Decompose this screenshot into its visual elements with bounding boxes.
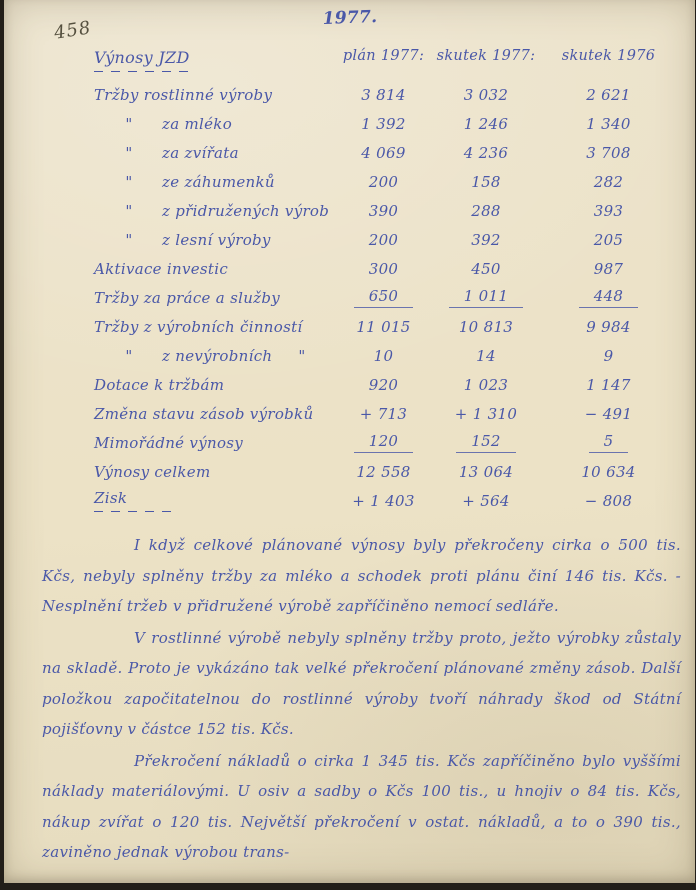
cell-skutek-1976: 987 [593, 259, 624, 278]
cell-skutek-1977: 1 246 [463, 114, 509, 133]
row-label: " za mléko [125, 114, 233, 133]
table-row [4, 312, 695, 341]
cell-plan-1977: 120 [336, 432, 431, 453]
cell-skutek-1977: 1 023 [463, 375, 509, 394]
table-row [4, 486, 695, 515]
cell-skutek-1976: 9 984 [586, 317, 631, 336]
table-row [4, 341, 695, 370]
commentary-section [4, 530, 695, 869]
cell-skutek-1976: 205 [593, 230, 624, 249]
page-number: 458 [52, 17, 93, 44]
table-row [4, 399, 695, 428]
cell-skutek-1977: 3 032 [463, 85, 509, 104]
row-label: Zisk [56, 489, 336, 512]
cell-plan-1977: 650 [336, 287, 431, 308]
cell-plan-1977: 1 392 [361, 114, 406, 133]
cell-plan-1977: 200 [368, 172, 399, 191]
table-header-row [4, 44, 695, 80]
paragraph-2: V rostlinné výrobě nebyly splněny tržby proto, ježto výrobky zůstaly na skladě. Proto je vykázáno tak velké překročení plánované změny zásob. Další položkou započitatelnou do rostlinné výroby tvoří náhrady škod od Státní pojišťovny v částce 152 tis. Kčs. [42, 628, 681, 738]
cell-plan-1977: + 713 [359, 404, 408, 423]
cell-skutek-1977: 288 [471, 201, 501, 220]
column-header-skutek-1977: skutek 1977: [436, 48, 536, 64]
row-label: Aktivace investic [94, 259, 229, 278]
cell-skutek-1976: 282 [593, 172, 624, 191]
row-label: Tržby za práce a služby [94, 288, 281, 307]
cell-skutek-1977: 1 011 [431, 287, 541, 308]
cell-plan-1977: 11 015 [356, 317, 411, 336]
table-row [4, 80, 695, 109]
table-row [4, 370, 695, 399]
cell-skutek-1977: 13 064 [458, 462, 514, 481]
cell-plan-1977: 200 [368, 230, 399, 249]
row-label: Dotace k tržbám [94, 375, 225, 394]
row-label: Změna stavu zásob výrobků [94, 404, 314, 423]
cell-plan-1977: + 1 403 [352, 491, 415, 510]
cell-skutek-1977: 152 [431, 432, 541, 453]
row-label: " z lesní výroby [125, 230, 271, 249]
cell-plan-1977: 920 [368, 375, 399, 394]
cell-skutek-1976: 5 [541, 432, 676, 453]
row-label: Tržby z výrobních činností [94, 317, 303, 336]
row-label: " z nevýrobních " [125, 346, 306, 365]
cell-plan-1977: 3 814 [361, 85, 406, 104]
table-row [4, 283, 695, 312]
table-row [4, 138, 695, 167]
cell-plan-1977: 12 558 [356, 462, 411, 481]
cell-skutek-1977: + 1 310 [454, 404, 518, 423]
table-title: Výnosy JZD [56, 48, 336, 72]
table-row [4, 428, 695, 457]
paragraph-3: Překročení nákladů o cirka 1 345 tis. Kčs zapříčiněno bylo vyššími náklady materiálovými. U osiv a sadby o Kčs 100 tis., u hnojiv o 84 tis. Kčs, nákup zvířat o 120 tis. Největší překročení v ostat. nákladů, a to o 390 tis., zaviněno jednak výrobou trans- [42, 751, 681, 861]
cell-plan-1977: 390 [368, 201, 399, 220]
table-row [4, 457, 695, 486]
row-label: " ze záhumenků [125, 172, 275, 191]
table-row [4, 254, 695, 283]
cell-skutek-1976: 3 708 [586, 143, 631, 162]
row-label: Výnosy celkem [94, 462, 211, 481]
table-row [4, 196, 695, 225]
cell-plan-1977: 4 069 [361, 143, 406, 162]
cell-skutek-1976: 10 634 [581, 462, 636, 481]
column-header-skutek-1976: skutek 1976 [561, 48, 656, 64]
revenue-table [4, 44, 695, 515]
column-header-plan-1977: plán 1977: [342, 48, 425, 64]
cell-skutek-1976: − 808 [584, 491, 633, 510]
table-row [4, 167, 695, 196]
cell-skutek-1977: 14 [476, 346, 496, 365]
table-row [4, 109, 695, 138]
year-heading: 1977. [321, 7, 378, 29]
cell-plan-1977: 300 [368, 259, 399, 278]
cell-skutek-1976: − 491 [584, 404, 633, 423]
cell-plan-1977: 10 [373, 346, 394, 365]
cell-skutek-1977: 392 [471, 230, 501, 249]
cell-skutek-1976: 9 [603, 346, 614, 365]
row-label: Mimořádné výnosy [94, 433, 244, 452]
cell-skutek-1977: + 564 [462, 491, 510, 510]
row-label: " z přidružených výrob [125, 201, 330, 220]
cell-skutek-1976: 1 147 [586, 375, 631, 394]
cell-skutek-1976: 448 [541, 287, 676, 308]
paragraph-1: I když celkové plánované výnosy byly překročeny cirka o 500 tis. Kčs, nebyly splněny tržby za mléko a schodek proti plánu činí 146 tis. Kčs. - Nesplnění tržeb v přidružené výrobě zapříčiněno nemocí sedláře. [42, 536, 681, 615]
row-label: Tržby rostlinné výroby [94, 85, 273, 104]
document-page [4, 0, 695, 883]
row-label: " za zvířata [125, 143, 239, 162]
cell-skutek-1977: 10 813 [458, 317, 514, 336]
cell-skutek-1977: 158 [471, 172, 501, 191]
cell-skutek-1976: 393 [593, 201, 624, 220]
cell-skutek-1977: 450 [471, 259, 501, 278]
cell-skutek-1976: 1 340 [586, 114, 631, 133]
cell-skutek-1976: 2 621 [586, 85, 631, 104]
cell-skutek-1977: 4 236 [463, 143, 509, 162]
table-row [4, 225, 695, 254]
